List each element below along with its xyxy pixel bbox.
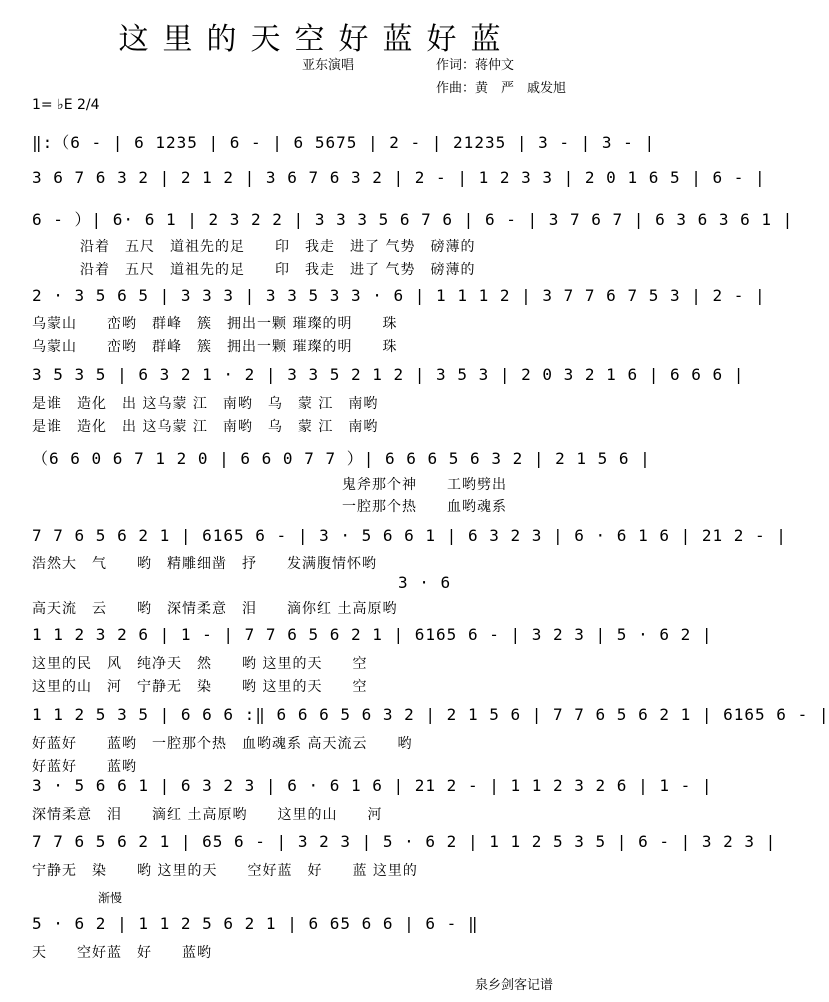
score-row-4-notes: 2 · 3 5 6 5 | 3 3 3 | 3 3 5 3 3 · 6 | 1 1 1 2 | 3 7 7 6 7 5 3 | 2 - | xyxy=(32,286,766,305)
score-row-11-lyrics: 深情柔意 泪 滴红 土高原哟 这里的山 河 xyxy=(32,807,383,823)
singer-credit: 亚东演唱 xyxy=(302,58,355,73)
score-row-9-notes: 1 1 2 3 2 6 | 1 - | 7 7 6 5 6 2 1 | 6165 6 - | 3 2 3 | 5 · 6 2 | xyxy=(32,625,713,644)
score-row-9-lyrics-2: 这里的山 河 宁静无 染 哟 这里的天 空 xyxy=(32,679,368,695)
score-row-1-notes: ‖:（6 - | 6 1235 | 6 - | 6 5675 | 2 - | 21235 | 3 - | 3 - | xyxy=(32,133,656,152)
score-row-13-notes: 5 · 6 2 | 1 1 2 5 6 2 1 | 6 65 6 6 | 6 - ‖ xyxy=(32,914,479,933)
composer-credit: 作曲：黄 严 戚发旭 xyxy=(436,81,567,96)
score-row-3-lyrics-1: 沿着 五尺 道祖先的足 印 我走 进了 气势 磅薄的 xyxy=(80,239,476,255)
score-row-6-notes: （6 6 0 6 7 1 2 0 | 6 6 0 7 7 ）| 6 6 6 5 6 3 2 | 2 1 5 6 | xyxy=(32,449,651,468)
score-row-2-notes: 3 6 7 6 3 2 | 2 1 2 | 3 6 7 6 3 2 | 2 - | 1 2 3 3 | 2 0 1 6 5 | 6 - | xyxy=(32,168,766,187)
score-row-9-lyrics-1: 这里的民 风 纯净天 然 哟 这里的天 空 xyxy=(32,656,368,672)
score-row-3-notes: 6 - ）| 6· 6 1 | 2 3 2 2 | 3 3 3 5 6 7 6 | 6 - | 3 7 6 7 | 6 3 6 3 6 1 | xyxy=(32,210,794,229)
score-row-8-notes: 3 · 6 xyxy=(398,573,452,592)
score-row-3-lyrics-2: 沿着 五尺 道祖先的足 印 我走 进了 气势 磅薄的 xyxy=(80,262,476,278)
score-row-5-lyrics-2: 是谁 造化 出 这乌蒙 江 南哟 乌 蒙 江 南哟 xyxy=(32,419,379,435)
score-row-12-notes: 7 7 6 5 6 2 1 | 65 6 - | 3 2 3 | 5 · 6 2 | 1 1 2 5 3 5 | 6 - | 3 2 3 | xyxy=(32,832,777,851)
key-signature: 1= ♭E 2/4 xyxy=(32,97,100,113)
song-title: 这里的天空好蓝好蓝 xyxy=(118,22,515,57)
score-row-5-lyrics-1: 是谁 造化 出 这乌蒙 江 南哟 乌 蒙 江 南哟 xyxy=(32,396,379,412)
score-row-8-lyrics: 高天流 云 哟 深情柔意 泪 滴你红 土高原哟 xyxy=(32,601,398,617)
score-row-10-notes: 1 1 2 5 3 5 | 6 6 6 :‖ 6 6 6 5 6 3 2 | 2 1 5 6 | 7 7 6 5 6 2 1 | 6165 6 - | xyxy=(32,705,829,724)
score-row-5-notes: 3 5 3 5 | 6 3 2 1 · 2 | 3 3 5 2 1 2 | 3 5 3 | 2 0 3 2 1 6 | 6 6 6 | xyxy=(32,365,745,384)
score-row-7-lyrics: 浩然大 气 哟 精雕细凿 抒 发满腹情怀哟 xyxy=(32,556,377,572)
score-row-11-notes: 3 · 5 6 6 1 | 6 3 2 3 | 6 · 6 1 6 | 21 2 - | 1 1 2 3 2 6 | 1 - | xyxy=(32,776,713,795)
score-row-4-lyrics-2: 乌蒙山 峦哟 群峰 簇 拥出一颗 璀璨的明 珠 xyxy=(32,339,398,355)
score-row-6-lyrics-2: 一腔那个热 血哟魂系 xyxy=(342,499,507,515)
score-row-10-lyrics-2: 好蓝好 蓝哟 xyxy=(32,759,137,775)
score-row-12-lyrics: 宁静无 染 哟 这里的天 空好蓝 好 蓝 这里的 xyxy=(32,863,418,879)
score-row-4-lyrics-1: 乌蒙山 峦哟 群峰 簇 拥出一颗 璀璨的明 珠 xyxy=(32,316,398,332)
tempo-mark: 渐慢 xyxy=(98,891,123,905)
lyricist-credit: 作词：蒋仲文 xyxy=(436,58,515,73)
score-row-10-lyrics-1: 好蓝好 蓝哟 一腔那个热 血哟魂系 高天流云 哟 xyxy=(32,736,413,752)
score-row-6-lyrics-1: 鬼斧那个神 工哟劈出 xyxy=(342,477,507,493)
score-row-13-lyrics: 天 空好蓝 好 蓝哟 xyxy=(32,945,212,961)
transcriber-credit: 泉乡剑客记谱 xyxy=(475,978,554,993)
score-row-7-notes: 7 7 6 5 6 2 1 | 6165 6 - | 3 · 5 6 6 1 | 6 3 2 3 | 6 · 6 1 6 | 21 2 - | xyxy=(32,526,787,545)
